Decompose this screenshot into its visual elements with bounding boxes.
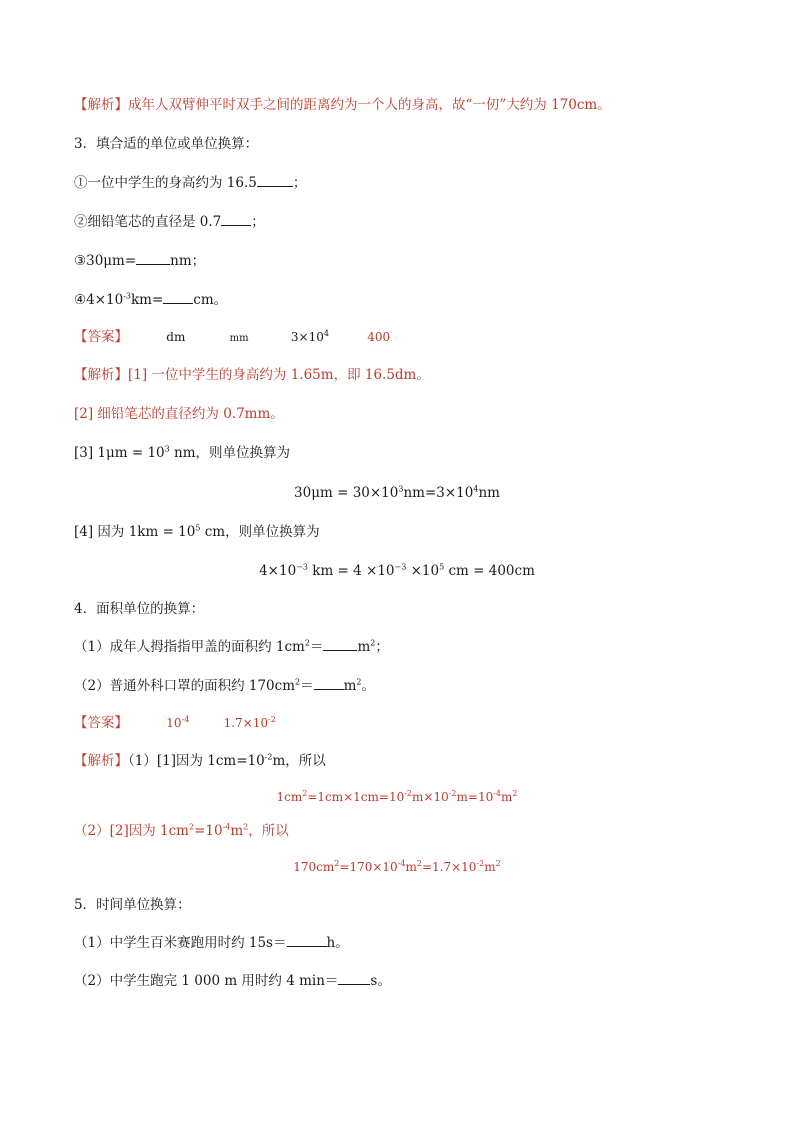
q4-title: 4．面积单位的换算： [74,601,205,617]
q4-analysis-2: （2）[2]因为 $1cm^2=10^{-4}m^2$，所以 [74,822,289,839]
q3-analysis-3: [3] $1\mu m = 10^3$ nm，则单位换算为 [74,444,291,461]
answer-1: dm [166,330,186,344]
q4-item-1: （1）成年人拇指指甲盖的面积约 $1cm^2= m^2$； [74,638,389,655]
answer-blank[interactable] [257,174,293,187]
answer-blank[interactable] [338,972,370,985]
q3-analysis-1: 【解析】[1] 一位中学生的身高约为 1.65m，即 16.5dm。 [74,367,430,383]
answer-blank[interactable] [314,677,344,690]
q5-item-1: （1）中学生百米赛跑用时约 15s＝ h。 [74,935,349,951]
q4-answer: 【答案】 $10^{-4}$ $1.7\times 10^{-2}$ [74,715,276,731]
analysis-prev [74,96,611,114]
q3-analysis-2: [2] 细铅笔芯的直径约为 0.7mm。 [74,406,284,422]
answer-2: $1.7\times 10^{-2}$ [223,715,276,730]
answer-blank[interactable] [221,213,251,226]
q3-analysis-4: [4] 因为 $1km = 10^5$ cm，则单位换算为 [74,523,320,540]
answer-3: $3\times 10^4$ [290,329,329,344]
q3-item-4: $④4\times 10^{-3}km=$ cm。 [74,291,228,308]
q4-formula-2: $170cm^2=170\times 10^{-4}m^2=1.7\times 10^{-2}m^2$ [293,859,501,874]
answer-4: 400 [367,330,391,344]
q4-analysis-1: 【解析】（1）[1]因为 $1cm=10^{-2}m$，所以 [74,752,326,769]
q5-item-2: （2）中学生跑完 1 000 m 用时约 4 min＝ s。 [74,973,391,989]
q3-formula-2: $4\times 10^{-3}$ km = $4 \times 10^{-3} \times 10^5$ cm = 400cm [259,562,535,579]
q3-formula-1: $30\mu m = 30\times 10^3nm=3\times 10^4nm$ [294,484,500,501]
answer-2: mm [229,333,249,344]
q3-answer: 【答案】 dm mm $3\times 10^4$ 400 [74,328,390,348]
q3-item-2: ②细铅笔芯的直径是 0.7 ； [74,214,265,230]
analysis-text: 成年人双臂伸平时双手之间的距离约为一个人的身高，故“一仞”大约为 170cm。 [128,97,611,113]
q4-formula-1: $1cm^2=1cm\times 1cm=10^{-2}m\times 10^{-2}m=10^{-4}m^2$ [276,789,518,804]
q5-title: 5．时间单位换算： [74,897,191,913]
answer-blank[interactable] [323,638,357,651]
q4-item-2: （2）普通外科口罩的面积约 $170cm^2= m^2$。 [74,677,376,694]
q3-item-3: ③30μm= nm； [74,253,206,269]
answer-blank[interactable] [163,291,193,304]
analysis-tag: 【解析】 [74,97,128,113]
answer-1: $10^{-4}$ [166,715,190,730]
answer-blank[interactable] [136,252,170,265]
q3-item-1: ①一位中学生的身高约为 16.5 ； [74,175,307,191]
answer-blank[interactable] [287,934,327,947]
q3-title: 3．填合适的单位或单位换算： [74,136,259,152]
